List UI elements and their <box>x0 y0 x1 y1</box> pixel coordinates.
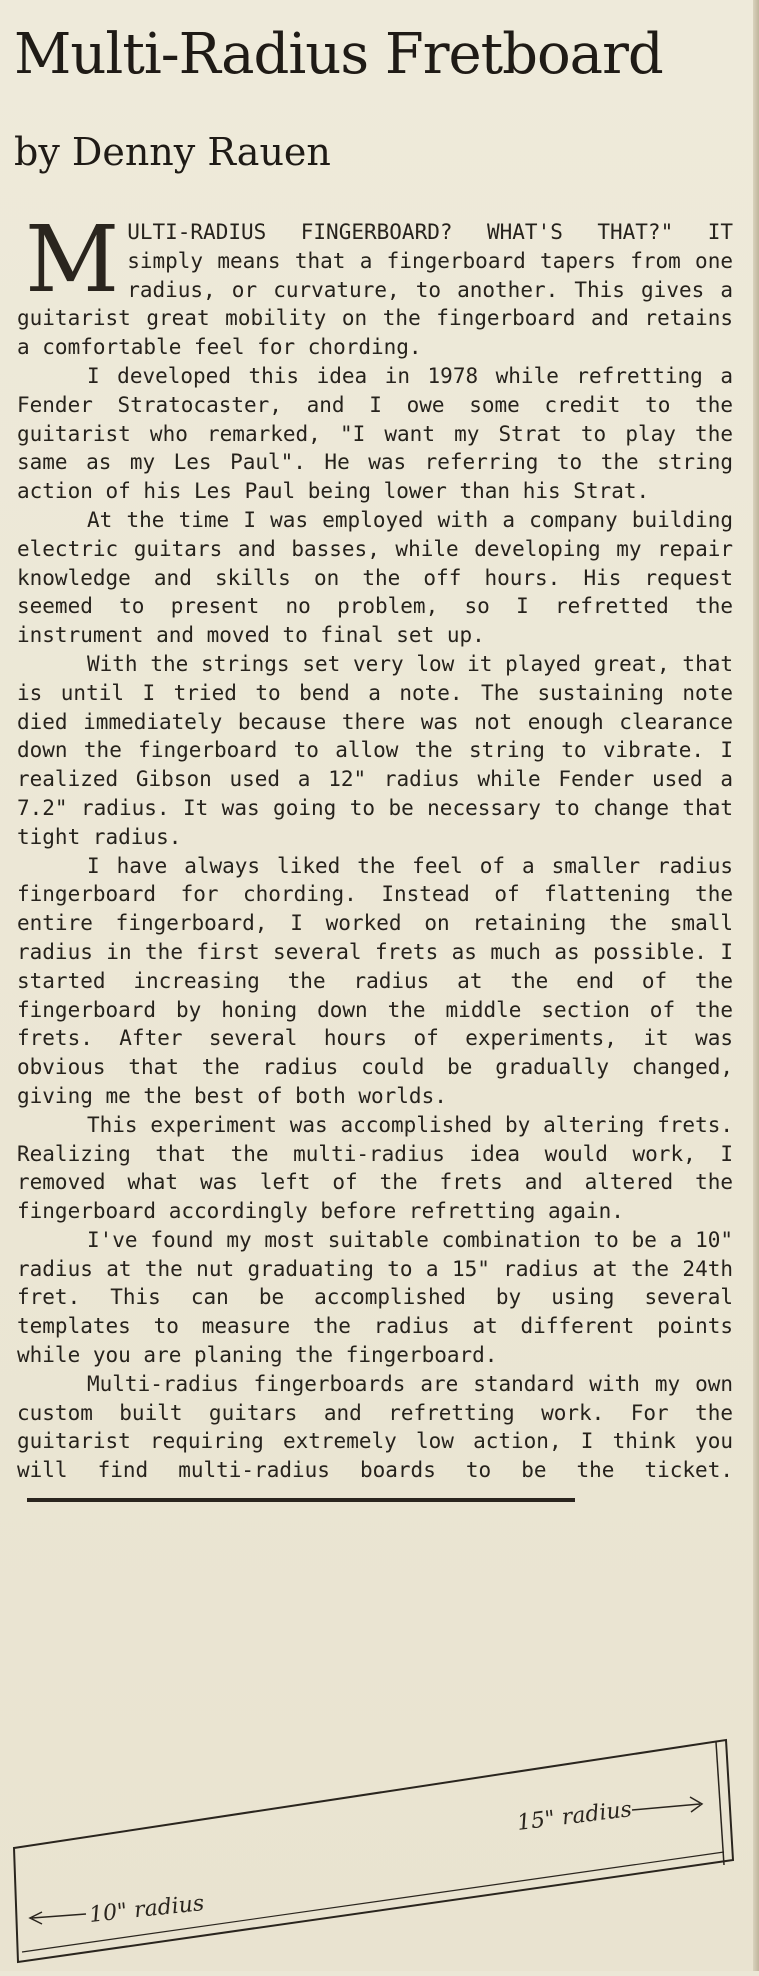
paragraph-7: I've found my most suitable combination to be a 10" radius at the nut graduating to a 15" radius at the 24th fret. This can be accomplished by using several templates to measure the radius at different points while you are planing the fingerboard. <box>17 1227 733 1368</box>
fingerboard-sketch <box>0 1700 759 1971</box>
paragraph-8-text: Multi-radius fingerboards are standard with my own custom built guitars and refretting work. For the guitarist requiring extremely low action, I think you will find multi-radius boards to be the ticket. <box>17 1371 733 1483</box>
paragraph-1-text: ULTI-RADIUS FINGERBOARD? WHAT'S THAT?" IT simply means that a fingerboard tapers from one radius, or curvature, to another. This gives a guitarist great mobility on the fingerboard and retains a comfortable feel for chording. <box>17 220 733 360</box>
fingerboard-side-edge <box>716 1742 724 1865</box>
right-arrow-line <box>632 1804 700 1810</box>
article-byline: by Denny Rauen <box>14 130 331 174</box>
paragraph-4: With the strings set very low it played great, that is until I tried to bend a note. The sustaining note died immediately because there was not enough clearance down the fingerboard to allow the string to vibrate. I realized Gibson used a 12" radius while Fender used a 7.2" radius. It was going to be necessary to change that tight radius. <box>17 651 733 849</box>
paragraph-2: I developed this idea in 1978 while refretting a Fender Stratocaster, and I owe some credit to the guitarist who remarked, "I want my Strat to play the same as my Les Paul". He was referring to the string action of his Les Paul being lower than his Strat. <box>17 363 733 504</box>
paragraph-5: I have always liked the feel of a smaller radius fingerboard for chording. Instead of flattening the entire fingerboard, I worked on retaining the small radius in the first several frets as much as possible. I started increasing the radius at the end of the fingerboard by honing down the middle section of the frets. After several hours of experiments, it was obvious that the radius could be gradually changed, giving me the best of both worlds. <box>17 853 733 1108</box>
fingerboard-outline <box>14 1740 733 1962</box>
label-10-radius: 10" radius <box>88 1891 206 1928</box>
paragraph-6: This experiment was accomplished by altering frets. Realizing that the multi-radius idea would work, I removed what was left of the frets and altered the fingerboard accordingly before refretting again. <box>17 1112 733 1224</box>
paragraph-1 <box>17 206 733 362</box>
end-rule <box>27 1498 575 1502</box>
label-15-radius: 15" radius <box>515 1797 634 1836</box>
left-arrow-line <box>32 1914 86 1918</box>
paragraph-3: At the time I was employed with a company building electric guitars and basses, while developing my repair knowledge and skills on the off hours. His request seemed to present no problem, so I refretted the instrument and moved to final set up. <box>17 507 733 648</box>
fingerboard-diagram <box>0 1700 759 1971</box>
page-edge-shadow <box>753 0 759 1971</box>
article-body <box>17 206 733 1514</box>
drop-cap: M <box>25 206 120 313</box>
article-title: Multi-Radius Fretboard <box>14 22 663 87</box>
paragraph-8 <box>17 1370 733 1514</box>
